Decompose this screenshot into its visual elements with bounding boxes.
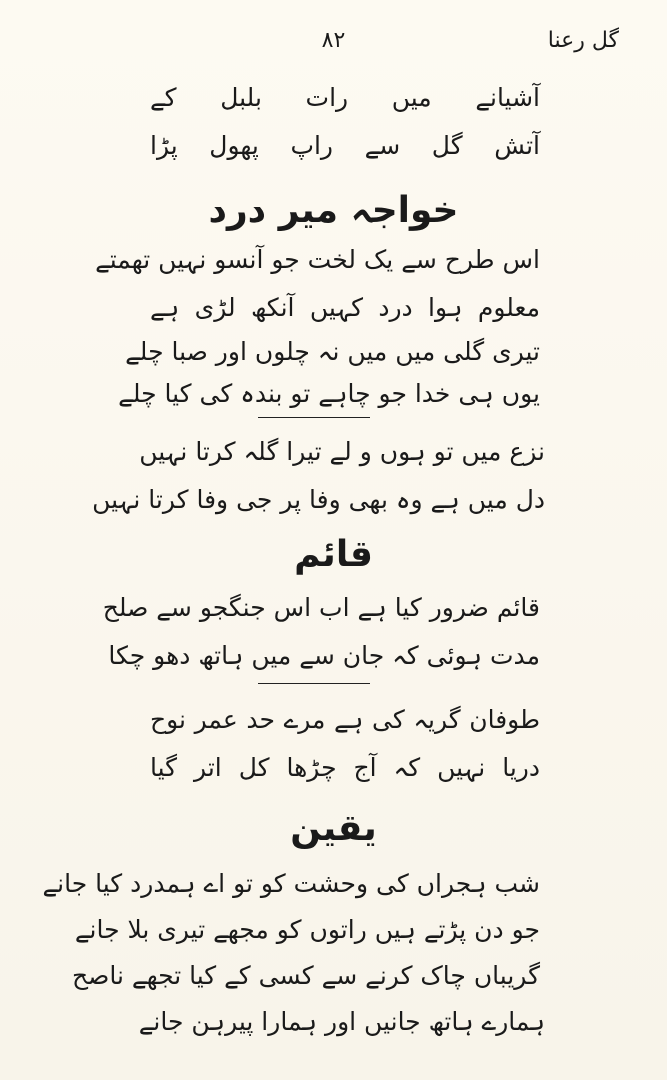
poet-heading: یقین: [290, 808, 377, 849]
poet-heading: قائم: [294, 534, 373, 575]
verse-line: ہمارے ہاتھ جانیں اور ہمارا پیرہن جانے: [138, 1007, 545, 1036]
verse-line: دریا نہیں کہ آج چڑھا کل اتر گیا: [150, 753, 540, 782]
running-title: گل رعنا: [547, 28, 619, 53]
verse-line: طوفان گریہ کی ہے مرے حد عمر نوح: [150, 705, 540, 734]
section-divider: [258, 417, 370, 418]
verse-line: یوں ہی خدا جو چاہے تو بندہ کی کیا چلے: [118, 379, 540, 408]
verse-line: تیری گلی میں میں نہ چلوں اور صبا چلے: [125, 337, 540, 366]
verse-line: نزع میں تو ہوں و لے تیرا گلہ کرتا نہیں: [139, 437, 545, 466]
verse-line: آتش گل سے راپ پھول پڑا: [150, 131, 540, 160]
section-divider: [258, 683, 370, 684]
verse-line: جو دن پڑتے ہیں راتوں کو مجھے تیری بلا جانے: [74, 915, 540, 944]
verse-line: قائم ضرور کیا ہے اب اس جنگجو سے صلح: [102, 593, 540, 622]
verse-line: آشیانے میں رات بلبل کے: [150, 83, 540, 112]
verse-line: دل میں ہے وہ بھی وفا پر جی وفا کرتا نہیں: [92, 485, 545, 514]
verse-line: شب ہجراں کی وحشت کو تو اے ہمدرد کیا جانے: [42, 869, 540, 898]
poet-heading: خواجہ میر درد: [208, 190, 459, 231]
page-number: ۸۲: [321, 28, 346, 53]
verse-line: اس طرح سے یک لخت جو آنسو نہیں تھمتے: [95, 245, 540, 274]
verse-line: مدت ہوئی کہ جان سے میں ہاتھ دھو چکا: [108, 641, 540, 670]
verse-line: گریباں چاک کرنے سے کسی کے کیا تجھے ناصح: [72, 961, 540, 990]
verse-line: معلوم ہوا درد کہیں آنکھ لڑی ہے: [150, 293, 540, 322]
